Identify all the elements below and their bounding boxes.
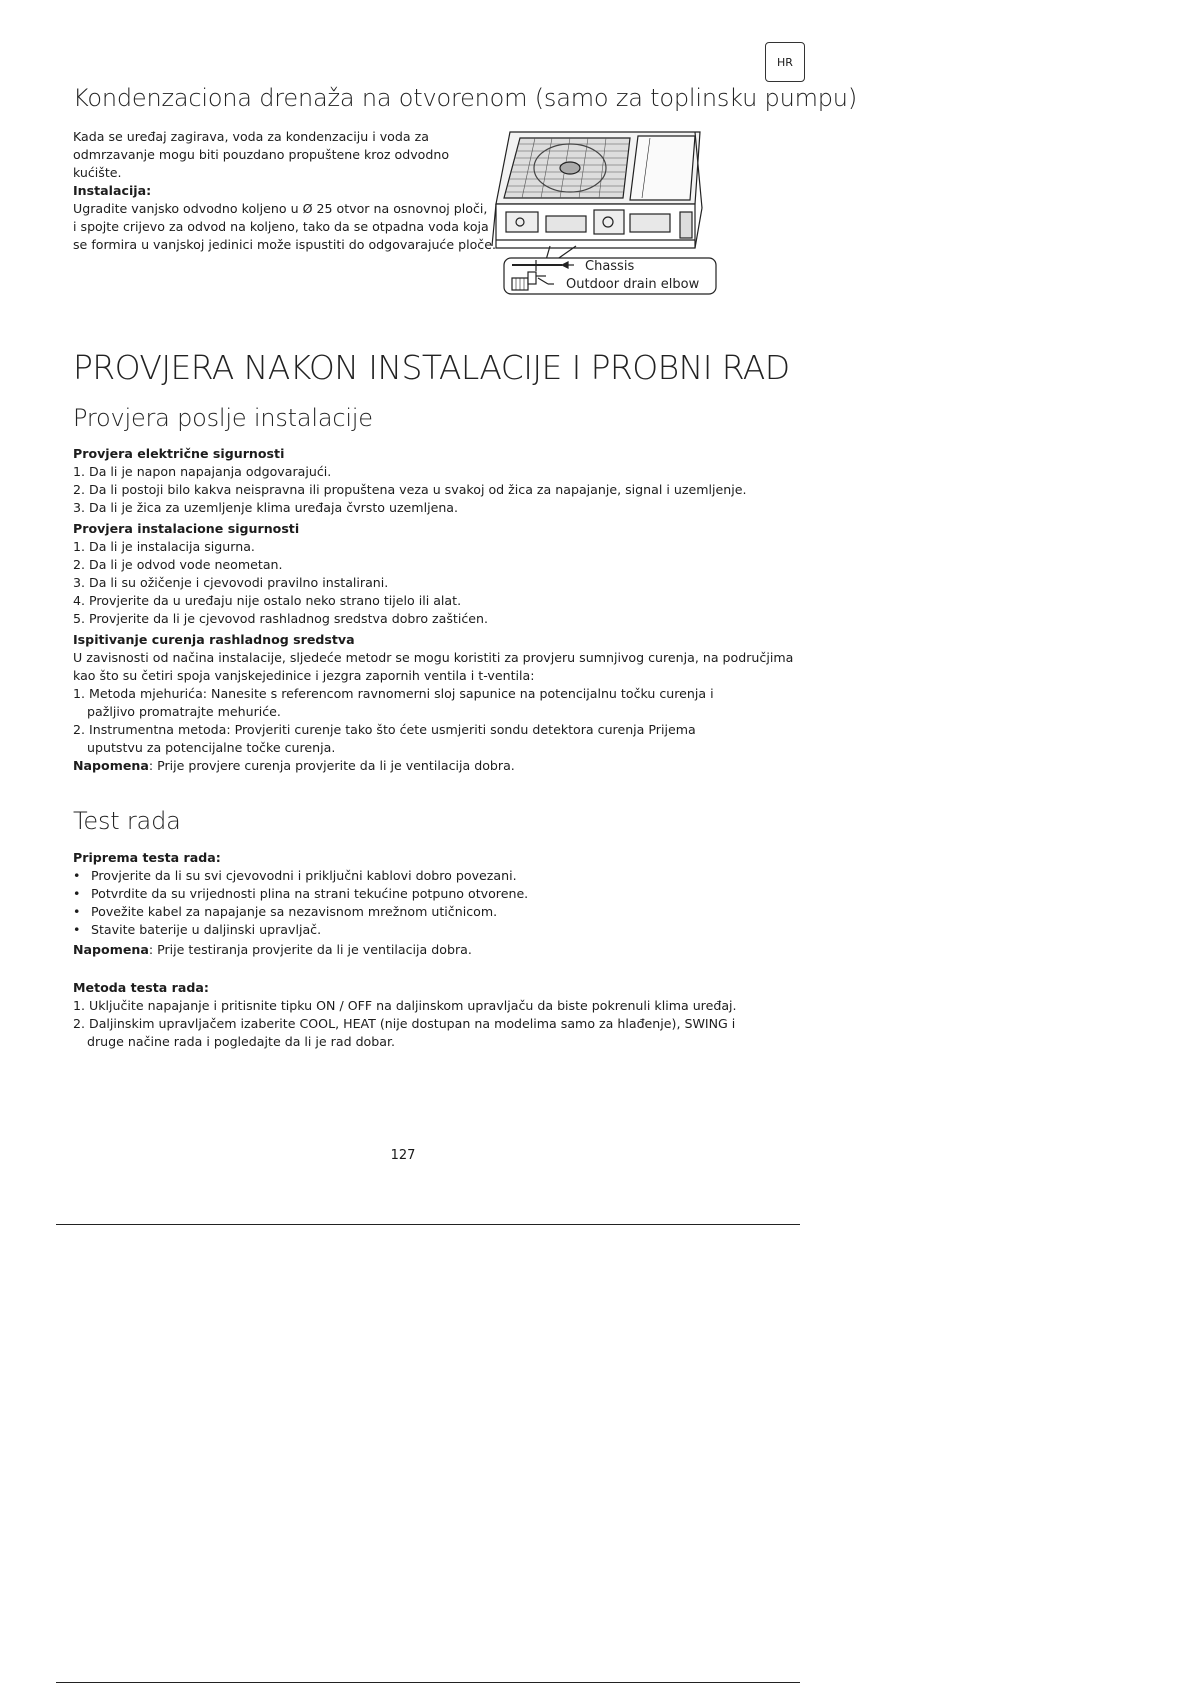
bullet-text: Provjerite da li su svi cjevovodni i priključni kablovi dobro povezani. — [91, 868, 517, 883]
bullet-glyph: • — [73, 904, 81, 919]
list-item: 2. Da li postoji bilo kakva neispravna ili propuštena veza u svakoj od žica za napajanje, signal i uzemljenje. — [73, 482, 747, 497]
label-chassis: Chassis — [585, 259, 635, 274]
condensation-text — [73, 128, 496, 254]
leak-heading: Ispitivanje curenja rashladnog sredstva — [73, 632, 355, 647]
prep-heading: Priprema testa rada: — [73, 850, 221, 865]
check-body — [73, 445, 794, 775]
list-item: 5. Provjerite da li je cjevovod rashladnog sredstva dobro zaštićen. — [73, 611, 489, 626]
list-item: 2. Da li je odvod vode neometan. — [73, 557, 283, 572]
bottom-divider-line — [56, 1682, 800, 1683]
divider-line — [56, 1224, 800, 1225]
installation-heading: Provjera instalacione sigurnosti — [73, 521, 300, 536]
leak-note — [73, 757, 763, 775]
list-item: 4. Provjerite da u uređaju nije ostalo neko strano tijelo ili alat. — [73, 593, 462, 608]
list-item: 1. Da li je instalacija sigurna. — [73, 539, 255, 554]
bullet-glyph: • — [73, 868, 81, 883]
list-item: 1. Uključite napajanje i pritisnite tipku ON / OFF na daljinskom upravljaču da biste pokrenuli klima uređaj. — [73, 998, 737, 1013]
note-label: Napomena — [73, 942, 149, 957]
bullet-text: Povežite kabel za napajanje sa nezavisnom mrežnom utičnicom. — [91, 904, 498, 919]
list-item: 3. Da li su ožičenje i cjevovodi pravilno instalirani. — [73, 575, 389, 590]
section-title-condensation: Kondenzaciona drenaža na otvorenom (samo za toplinsku pumpu) — [73, 84, 857, 112]
prep-note — [73, 941, 763, 959]
list-item: 1. Metoda mjehurića: Nanesite s referencom ravnomerni sloj sapunice na potencijalnu točku curenja i pažljivo promatrajte mehuriće. — [73, 686, 714, 719]
page-number: 127 — [390, 1148, 416, 1163]
bullet-text: Potvrdite da su vrijednosti plina na strani tekućine potpuno otvorene. — [91, 886, 529, 901]
electrical-heading: Provjera električne sigurnosti — [73, 446, 285, 461]
list-item: 3. Da li je žica za uzemljenje klima uređaja čvrsto uzemljena. — [73, 500, 459, 515]
note-text: : Prije testiranja provjerite da li je ventilacija dobra. — [148, 942, 472, 957]
note-label: Napomena — [73, 758, 149, 773]
list-item: 1. Da li je napon napajanja odgovarajući. — [73, 464, 332, 479]
section-title-test: Test rada — [73, 807, 181, 835]
section-title-check: Provjera poslje instalacije — [73, 404, 373, 432]
method-heading: Metoda testa rada: — [73, 980, 209, 995]
outdoor-unit-diagram — [490, 128, 722, 300]
label-drain-elbow: Outdoor drain elbow — [566, 277, 700, 292]
intro-line: odmrzavanje mogu biti pouzdano propuštene kroz odvodno — [73, 147, 450, 162]
leak-intro-line: kao što su četiri spoja vanjskejedinice i jezgra zapornih ventila i t-ventila: — [73, 668, 535, 683]
install-label: Instalacija: — [73, 183, 152, 198]
test-body — [73, 849, 763, 1051]
install-line: i spojte crijevo za odvod na koljeno, tako da se otpadna voda koja — [73, 219, 489, 234]
intro-line: Kada se uređaj zagirava, voda za kondenzaciju i voda za — [73, 129, 429, 144]
main-title: PROVJERA NAKON INSTALACIJE I PROBNI RAD — [73, 348, 790, 387]
list-item: 2. Instrumentna metoda: Provjeriti curenje tako što ćete usmjeriti sondu detektora curenja Prijema uputstvu za potencijalne točke curenja. — [73, 722, 696, 755]
bullet-item — [73, 867, 763, 885]
list-item: 2. Daljinskim upravljačem izaberite COOL, HEAT (nije dostupan na modelima samo za hlađenje), SWING i druge načine rada i pogledajte da li je rad dobar. — [73, 1016, 736, 1049]
bullet-glyph: • — [73, 886, 81, 901]
bullet-item — [73, 921, 763, 939]
bullet-text: Stavite baterije u daljinski upravljač. — [91, 922, 322, 937]
language-badge: HR — [765, 42, 805, 82]
install-line: Ugradite vanjsko odvodno koljeno u Ø 25 otvor na osnovnoj ploči, — [73, 201, 488, 216]
bullet-item — [73, 903, 763, 921]
install-line: se formira u vanjskoj jedinici može ispustiti do odgovarajuće ploče. — [73, 237, 496, 252]
bullet-item — [73, 885, 763, 903]
bullet-glyph: • — [73, 922, 81, 937]
leak-intro-line: U zavisnosti od načina instalacije, sljedeće metodr se mogu koristiti za provjeru sumnjivog curenja, na područjima — [73, 650, 794, 665]
intro-line: kućište. — [73, 165, 122, 180]
note-text: : Prije provjere curenja provjerite da li je ventilacija dobra. — [148, 758, 515, 773]
